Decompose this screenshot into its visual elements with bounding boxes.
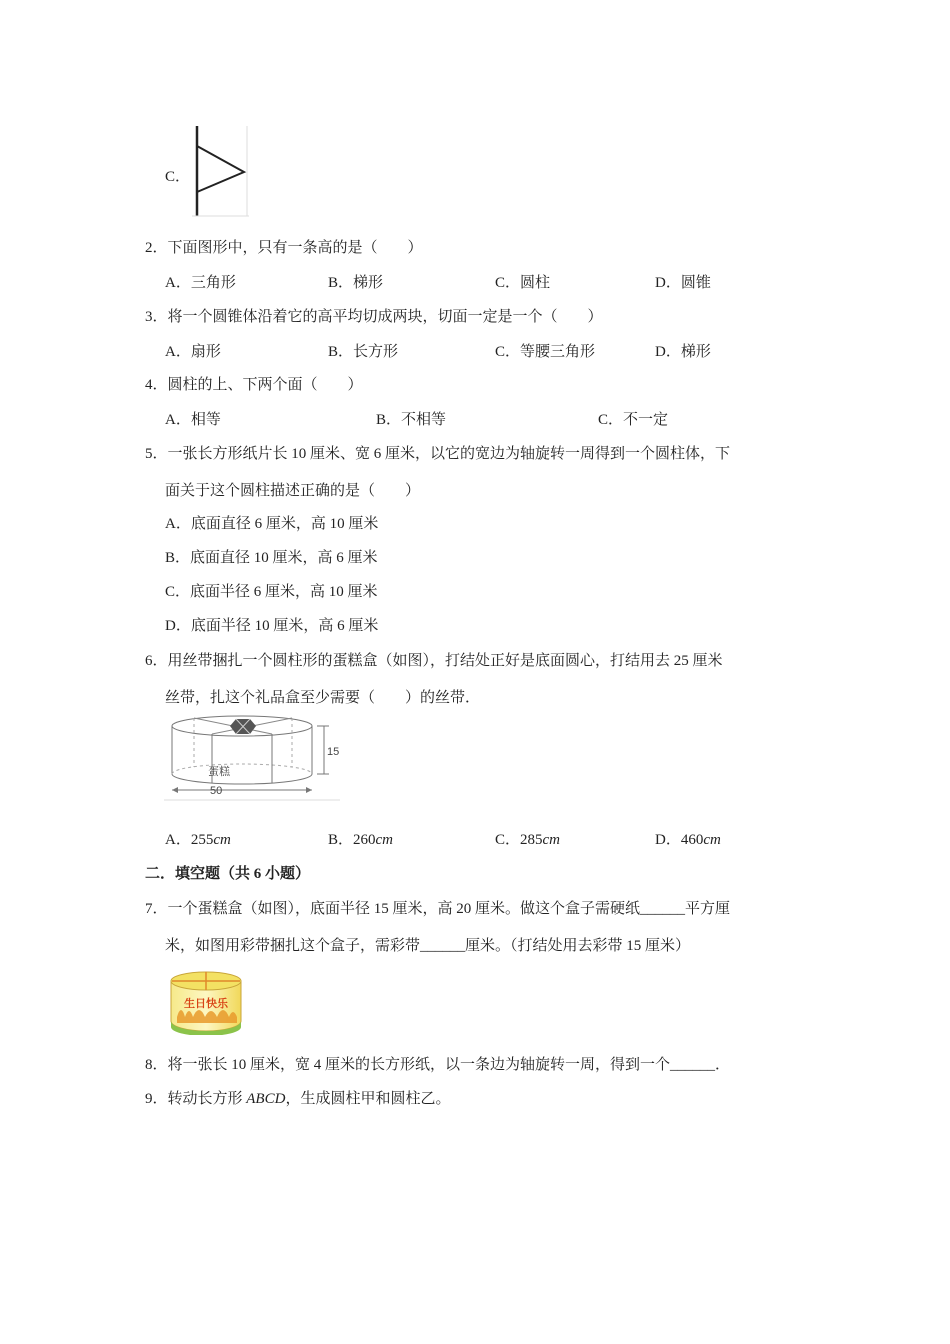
birthday-cake-box-figure bbox=[167, 967, 245, 1035]
q3-option-c: C．等腰三角形 bbox=[495, 344, 596, 360]
cake-label: 蛋糕 bbox=[208, 766, 230, 778]
q2-option-b: B．梯形 bbox=[328, 275, 384, 291]
q1-option-c-figure bbox=[192, 124, 250, 218]
q4-stem: 4．圆柱的上、下两个面（ ） bbox=[145, 377, 363, 393]
q6-stem-line2: 丝带，扎这个礼品盒至少需要（ ）的丝带． bbox=[165, 690, 481, 706]
bottom-arc bbox=[172, 774, 312, 784]
q7-line1: 7．一个蛋糕盒（如图），底面半径 15 厘米，高 20 厘米。做这个盒子需硬纸______平方厘 bbox=[145, 901, 731, 917]
width-arrow-right bbox=[306, 787, 312, 793]
q2-stem: 2．下面图形中，只有一条高的是（ ） bbox=[145, 240, 423, 256]
q4-option-b: B．不相等 bbox=[376, 412, 447, 428]
q4-option-a: A．相等 bbox=[165, 412, 221, 428]
q8-text: 8．将一张长 10 厘米，宽 4 厘米的长方形纸，以一条边为轴旋转一周，得到一个______． bbox=[145, 1057, 731, 1073]
q6-option-b: B．260cm bbox=[328, 832, 394, 848]
q2-option-a: A．三角形 bbox=[165, 275, 236, 291]
q5-option-b: B．底面直径 10 厘米，高 6 厘米 bbox=[165, 550, 378, 566]
q1-option-c-label: C． bbox=[165, 169, 191, 185]
q5-stem-line1: 5．一张长方形纸片长 10 厘米、宽 6 厘米，以它的宽边为轴旋转一周得到一个圆柱体，下 bbox=[145, 446, 731, 462]
q5-option-d: D．底面半径 10 厘米，高 6 厘米 bbox=[165, 618, 379, 634]
height-label: 15 bbox=[327, 746, 340, 758]
width-label: 50 bbox=[210, 785, 223, 797]
q3-option-b: B．长方形 bbox=[328, 344, 399, 360]
q2-option-c: C．圆柱 bbox=[495, 275, 551, 291]
q6-option-d: D．460cm bbox=[655, 832, 721, 848]
q6-option-c: C．285cm bbox=[495, 832, 561, 848]
q5-stem-line2: 面关于这个圆柱描述正确的是（ ） bbox=[165, 483, 421, 499]
q3-option-a: A．扇形 bbox=[165, 344, 221, 360]
q2-option-d: D．圆锥 bbox=[655, 275, 711, 291]
width-arrow-left bbox=[172, 787, 178, 793]
birthday-text: 生日快乐 bbox=[184, 998, 228, 1010]
triangle-outline bbox=[197, 146, 244, 192]
q3-option-d: D．梯形 bbox=[655, 344, 711, 360]
q3-stem: 3．将一个圆锥体沿着它的高平均切成两块，切面一定是一个（ ） bbox=[145, 309, 603, 325]
bottom-hidden-arc bbox=[172, 764, 312, 774]
q5-option-c: C．底面半径 6 厘米，高 10 厘米 bbox=[165, 584, 378, 600]
section-2-title: 二．填空题（共 6 小题） bbox=[145, 866, 311, 882]
q6-stem-line1: 6．用丝带捆扎一个圆柱形的蛋糕盒（如图），打结处正好是底面圆心，打结用去 25 厘米 bbox=[145, 653, 723, 669]
cake-box-figure bbox=[164, 712, 342, 802]
q7-line2: 米，如图用彩带捆扎这个盒子，需彩带______厘米。（打结处用去彩带 15 厘米） bbox=[165, 938, 691, 954]
q9-text: 9．转动长方形 ABCD，生成圆柱甲和圆柱乙。 bbox=[145, 1091, 451, 1107]
q4-option-c: C．不一定 bbox=[598, 412, 669, 428]
q5-option-a: A．底面直径 6 厘米，高 10 厘米 bbox=[165, 516, 379, 532]
q6-option-a: A．255cm bbox=[165, 832, 231, 848]
